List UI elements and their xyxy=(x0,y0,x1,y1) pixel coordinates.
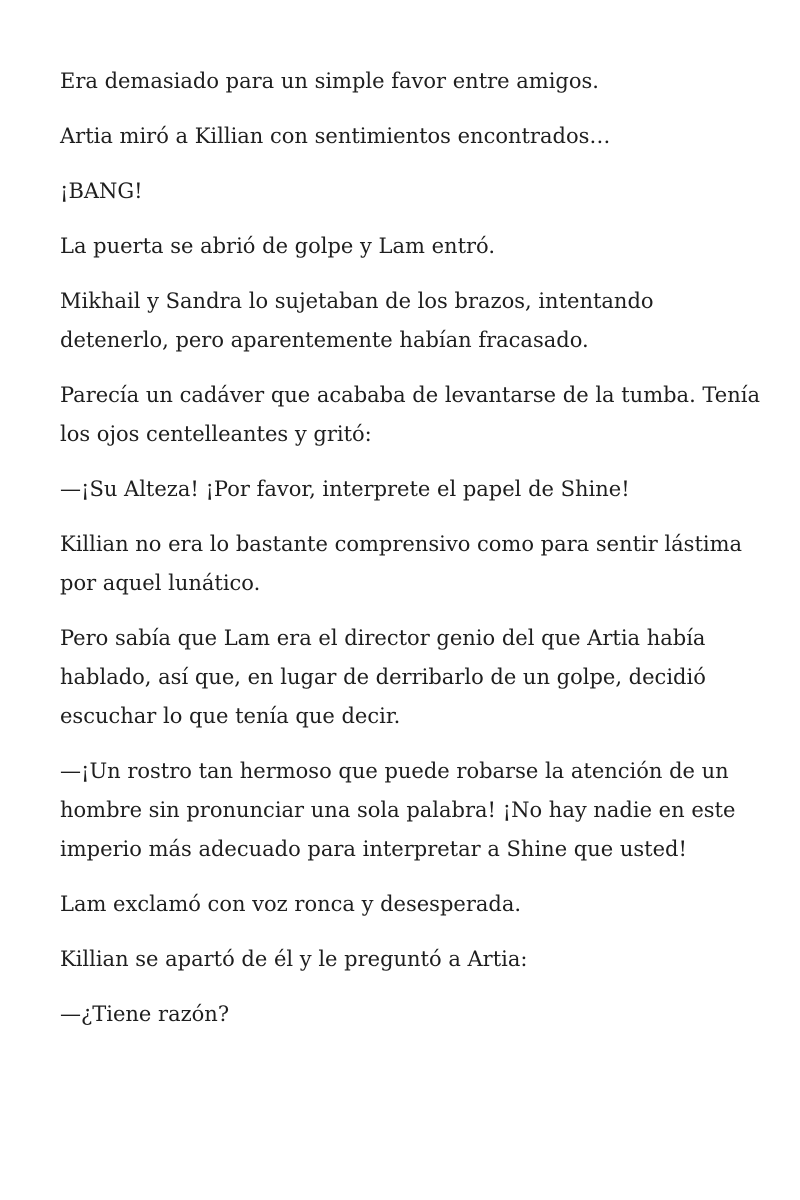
paragraph: Lam exclamó con voz ronca y desesperada. xyxy=(60,892,522,916)
paragraph: —¡Su Alteza! ¡Por favor, interprete el papel de Shine! xyxy=(60,477,630,501)
paragraph: —¡Un rostro tan hermoso que puede robarse la atención de un hombre sin pronunciar una sola palabra! ¡No hay nadie en este imperio más adecuado para interpretar a Shine que usted! xyxy=(60,759,736,861)
paragraph: ¡BANG! xyxy=(60,179,143,203)
paragraph: Artia miró a Killian con sentimientos encontrados… xyxy=(60,124,611,148)
paragraph: Killian no era lo bastante comprensivo como para sentir lástima por aquel lunático. xyxy=(60,532,743,595)
paragraph: Pero sabía que Lam era el director genio del que Artia había hablado, así que, en lugar de derribarlo de un golpe, decidió escuchar lo que tenía que decir. xyxy=(60,626,706,728)
paragraph: La puerta se abrió de golpe y Lam entró. xyxy=(60,234,495,258)
paragraph: Killian se apartó de él y le preguntó a Artia: xyxy=(60,947,528,971)
paragraph: —¿Tiene razón? xyxy=(60,1002,230,1026)
paragraph: Era demasiado para un simple favor entre amigos. xyxy=(60,69,599,93)
paragraph: Mikhail y Sandra lo sujetaban de los brazos, intentando detenerlo, pero aparentemente habían fracasado. xyxy=(60,289,654,352)
document-page xyxy=(60,62,760,1050)
paragraph: Parecía un cadáver que acababa de levantarse de la tumba. Tenía los ojos centelleantes y gritó: xyxy=(60,383,760,446)
